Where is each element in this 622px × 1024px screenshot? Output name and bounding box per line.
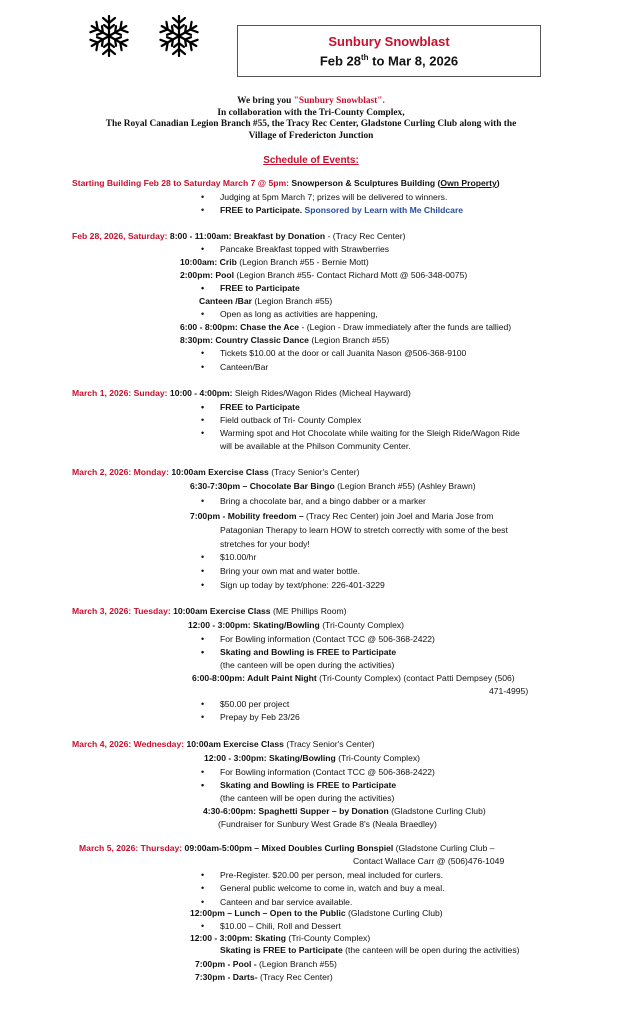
mar1-line1: March 1, 2026: Sunday: 10:00 - 4:00pm: Sleigh Rides/Wagon Rides (Micheal Hayward) xyxy=(72,388,411,398)
feb28-line3: 2:00pm: Pool (Legion Branch #55- Contact Richard Mott @ 506-348-0075) xyxy=(180,270,468,280)
date-sup: th xyxy=(361,53,369,62)
list-item: • For Bowling information (Contact TCC @ 506-368-2422) xyxy=(220,767,435,778)
mar4-line1: March 4, 2026: Wednesday: 10:00am Exercise Class (Tracy Senior's Center) xyxy=(72,739,375,749)
title-box xyxy=(237,25,541,77)
mar2-line3c: stretches for your body! xyxy=(220,539,310,549)
mar3-line3: 6:00-8:00pm: Adult Paint Night (Tri-County Complex) (contact Patti Dempsey (506) xyxy=(192,673,515,683)
snowflake-icon xyxy=(156,13,202,59)
mar5-line1: March 5, 2026: Thursday: 09:00am-5:00pm – Mixed Doubles Curling Bonspiel (Gladstone Curling Club – xyxy=(79,843,495,853)
mar3-line2: 12:00 - 3:00pm: Skating/Bowling (Tri-County Complex) xyxy=(188,620,405,630)
intro xyxy=(0,96,622,142)
list-item: • FREE to Participate. Sponsored by Learn with Me Childcare xyxy=(220,205,463,216)
list-item: • For Bowling information (Contact TCC @ 506-368-2422) xyxy=(220,634,435,645)
mar5-line6: 7:30pm - Darts- (Tracy Rec Center) xyxy=(195,972,333,982)
list-item: • Warming spot and Hot Chocolate while waiting for the Sleigh Ride/Wagon Ride xyxy=(220,428,520,439)
list-item: • Pancake Breakfast topped with Strawberries xyxy=(220,244,389,255)
schedule-heading: Schedule of Events: xyxy=(263,155,359,166)
list-item: • Open as long as activities are happening, xyxy=(220,309,378,320)
list-item: • Tickets $10.00 at the door or call Juanita Nason @506-368-9100 xyxy=(220,348,466,359)
mar2-line3: 7:00pm - Mobility freedom – (Tracy Rec Center) join Joel and Maria Jose from xyxy=(190,511,494,521)
date-start: Feb 28 xyxy=(319,53,361,69)
feb28-line2: 10:00am: Crib (Legion Branch #55 - Bernie Mott) xyxy=(180,257,369,267)
list-item: • Bring a chocolate bar, and a bingo dabber or a marker xyxy=(220,496,426,507)
mar2-line2: 6:30-7:30pm – Chocolate Bar Bingo (Legion Branch #55) (Ashley Brawn) xyxy=(190,481,476,491)
list-item: • Field outback of Tri- County Complex xyxy=(220,415,361,426)
list-item: • $50.00 per project xyxy=(220,699,289,710)
list-item: • $10.00 – Chili, Roll and Dessert xyxy=(220,921,341,932)
snowflake-icon xyxy=(86,13,132,59)
feb28-line5: 6:00 - 8:00pm: Chase the Ace - (Legion - Draw immediately after the funds are tallied) xyxy=(180,322,512,332)
feb28-line1: Feb 28, 2026, Saturday: 8:00 - 11:00am: Breakfast by Donation - (Tracy Rec Center) xyxy=(72,231,406,241)
event-title: Sunbury Snowblast xyxy=(328,34,450,49)
intro-line2: In collaboration with the Tri-County Complex, xyxy=(217,107,405,118)
event-dates xyxy=(238,53,540,68)
list-item: • Canteen/Bar xyxy=(220,362,268,373)
list-item: • Bring your own mat and water bottle. xyxy=(220,566,360,577)
mar2-line1: March 2, 2026: Monday: 10:00am Exercise Class (Tracy Senior's Center) xyxy=(72,467,360,477)
list-item: • Skating and Bowling is FREE to Participate xyxy=(220,647,396,658)
mar3-line1: March 3, 2026: Tuesday: 10:00am Exercise Class (ME Phillips Room) xyxy=(72,606,347,616)
mar3-b2-cont: (the canteen will be open during the activities) xyxy=(220,660,395,670)
mar5-line4: Skating is FREE to Participate (the canteen will be open during the activities) xyxy=(220,945,520,955)
mar4-line3: 4:30-6:00pm: Spaghetti Supper – by Donation (Gladstone Curling Club) xyxy=(203,806,486,816)
list-item: • Prepay by Feb 23/26 xyxy=(220,712,300,723)
list-item: • FREE to Participate xyxy=(220,402,300,413)
intro-line1: We bring you "Sunbury Snowblast". xyxy=(237,96,385,106)
list-item: • Canteen and bar service available. xyxy=(220,897,352,908)
intro-line3: The Royal Canadian Legion Branch #55, the Tracy Rec Center, Gladstone Curling Club along with the xyxy=(105,119,517,129)
list-item: • $10.00/hr xyxy=(220,552,256,563)
mar5-line5: 7:00pm - Pool - (Legion Branch #55) xyxy=(195,959,337,969)
building-line: Starting Building Feb 28 to Saturday March 7 @ 5pm: Snowperson & Sculptures Building (Own Property) xyxy=(72,178,500,188)
mar4-b2-cont: (the canteen will be open during the activities) xyxy=(220,793,395,803)
mar4-line3b: (Fundraiser for Sunbury West Grade 8's (Neala Braedley) xyxy=(218,819,437,829)
mar2-line3b: Patagonian Therapy to learn HOW to stretch correctly with some of the best xyxy=(220,525,508,535)
mar5-line1b: Contact Wallace Carr @ (506)476-1049 xyxy=(353,856,505,866)
feb28-line6: 8:30pm: Country Classic Dance (Legion Branch #55) xyxy=(180,335,390,345)
feb28-line4: Canteen /Bar (Legion Branch #55) xyxy=(199,296,333,306)
list-item: • Sign up today by text/phone: 226-401-3229 xyxy=(220,580,385,591)
mar5-line3: 12:00 - 3:00pm: Skating (Tri-County Complex) xyxy=(190,933,371,943)
list-item: • Judging at 5pm March 7; prizes will be delivered to winners. xyxy=(220,192,447,203)
mar4-line2: 12:00 - 3:00pm: Skating/Bowling (Tri-County Complex) xyxy=(204,753,421,763)
list-item: • Skating and Bowling is FREE to Participate xyxy=(220,780,396,791)
mar5-line2: 12:00pm – Lunch – Open to the Public (Gladstone Curling Club) xyxy=(190,908,443,918)
list-item: • Pre-Register. $20.00 per person, meal included for curlers. xyxy=(220,870,443,881)
intro-line4: Village of Fredericton Junction xyxy=(248,130,374,141)
mar3-line3b: 471-4995) xyxy=(489,686,529,696)
list-item: • General public welcome to come in, watch and buy a meal. xyxy=(220,883,445,894)
list-item: • FREE to Participate xyxy=(220,283,300,294)
mar1-b3-cont: will be available at the Philson Community Center. xyxy=(220,441,411,451)
date-end: to Mar 8, 2026 xyxy=(368,53,459,69)
